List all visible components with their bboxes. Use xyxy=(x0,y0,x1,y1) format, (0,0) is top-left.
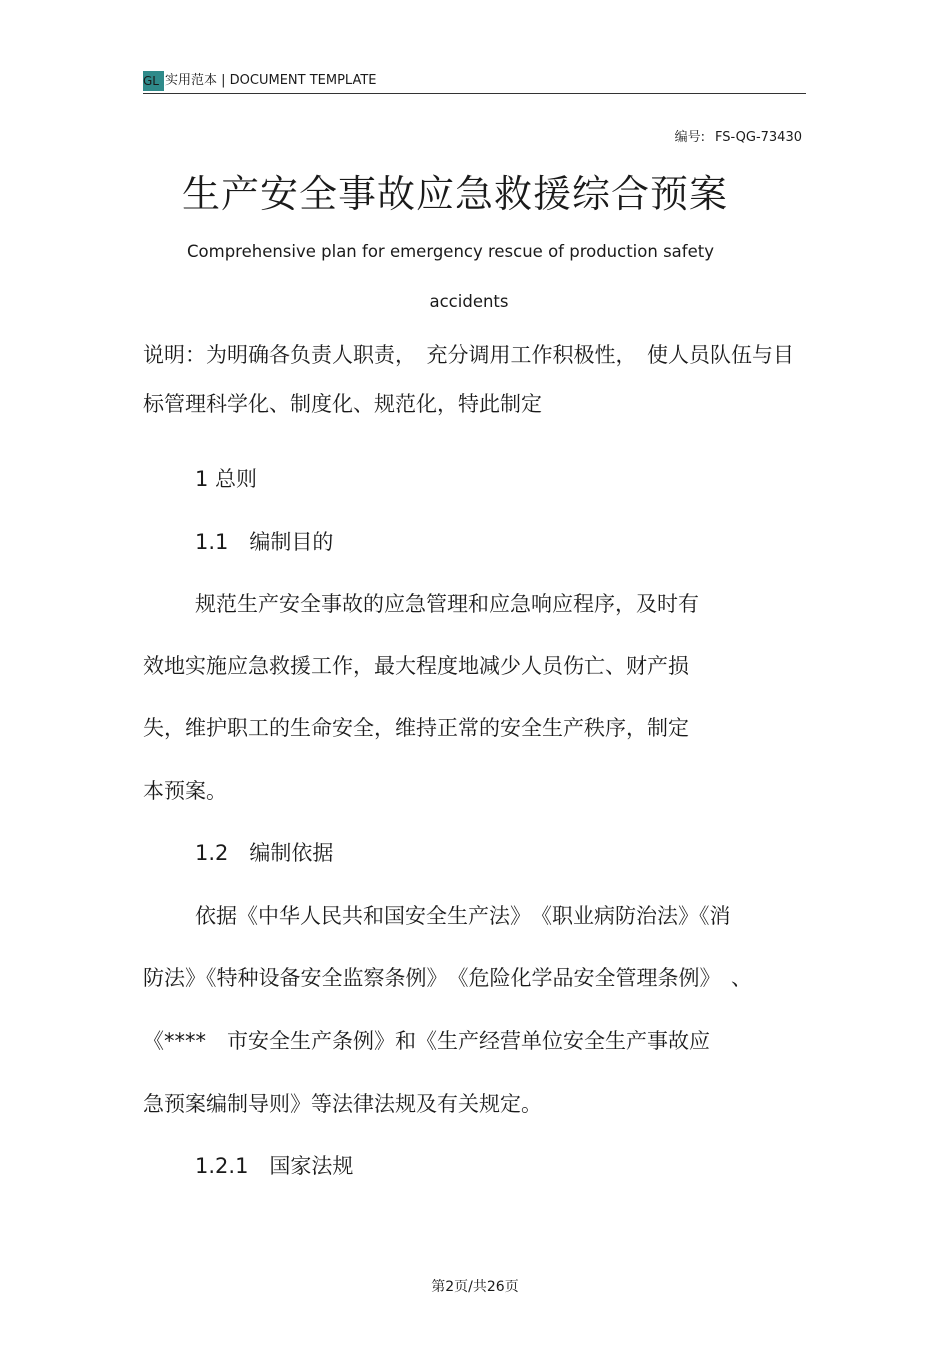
subsection-heading: 1.2.1 国家法规 xyxy=(195,1154,354,1178)
description-line: 说明：为明确各负责人职责， 充分调用工作积极性， 使人员队伍与目 xyxy=(143,343,794,367)
document-title: 生产安全事故应急救援综合预案 xyxy=(181,172,728,216)
paragraph-line: 防法》《特种设备安全监察条例》 《危险化学品安全管理条例》 、 xyxy=(143,966,752,990)
gl-logo: GL xyxy=(143,71,164,91)
subsection-heading: 1.2 编制依据 xyxy=(195,841,334,865)
header-text: 实用范本 | DOCUMENT TEMPLATE xyxy=(165,73,377,88)
paragraph-line: 失，维护职工的生命安全，维持正常的安全生产秩序，制定 xyxy=(143,716,689,740)
paragraph-line: 急预案编制导则》等法律法规及有关规定。 xyxy=(143,1092,542,1116)
description-line: 标管理科学化、制度化、规范化，特此制定 xyxy=(143,392,542,416)
paragraph-line: 依据《中华人民共和国安全生产法》 《职业病防治法》《消 xyxy=(195,904,731,928)
page-header xyxy=(143,71,806,94)
paragraph-line: 《**** 市安全生产条例》和《生产经营单位安全生产事故应 xyxy=(143,1029,710,1053)
document-number-value: FS-QG-73430 xyxy=(714,130,802,145)
english-subtitle-line-2: accidents xyxy=(429,292,509,311)
paragraph-line: 效地实施应急救援工作，最大程度地减少人员伤亡、财产损 xyxy=(143,654,689,678)
section-heading: 1 总则 xyxy=(195,467,258,491)
paragraph-line: 规范生产安全事故的应急管理和应急响应程序，及时有 xyxy=(195,592,699,616)
document-number-label: 编号: xyxy=(674,130,705,145)
paragraph-line: 本预案。 xyxy=(143,779,227,803)
page-footer: 第2页/共26页 xyxy=(431,1279,519,1295)
subsection-heading: 1.1 编制目的 xyxy=(195,530,334,554)
english-subtitle-line-1: Comprehensive plan for emergency rescue of production safety xyxy=(187,242,714,261)
document-number xyxy=(675,126,802,145)
